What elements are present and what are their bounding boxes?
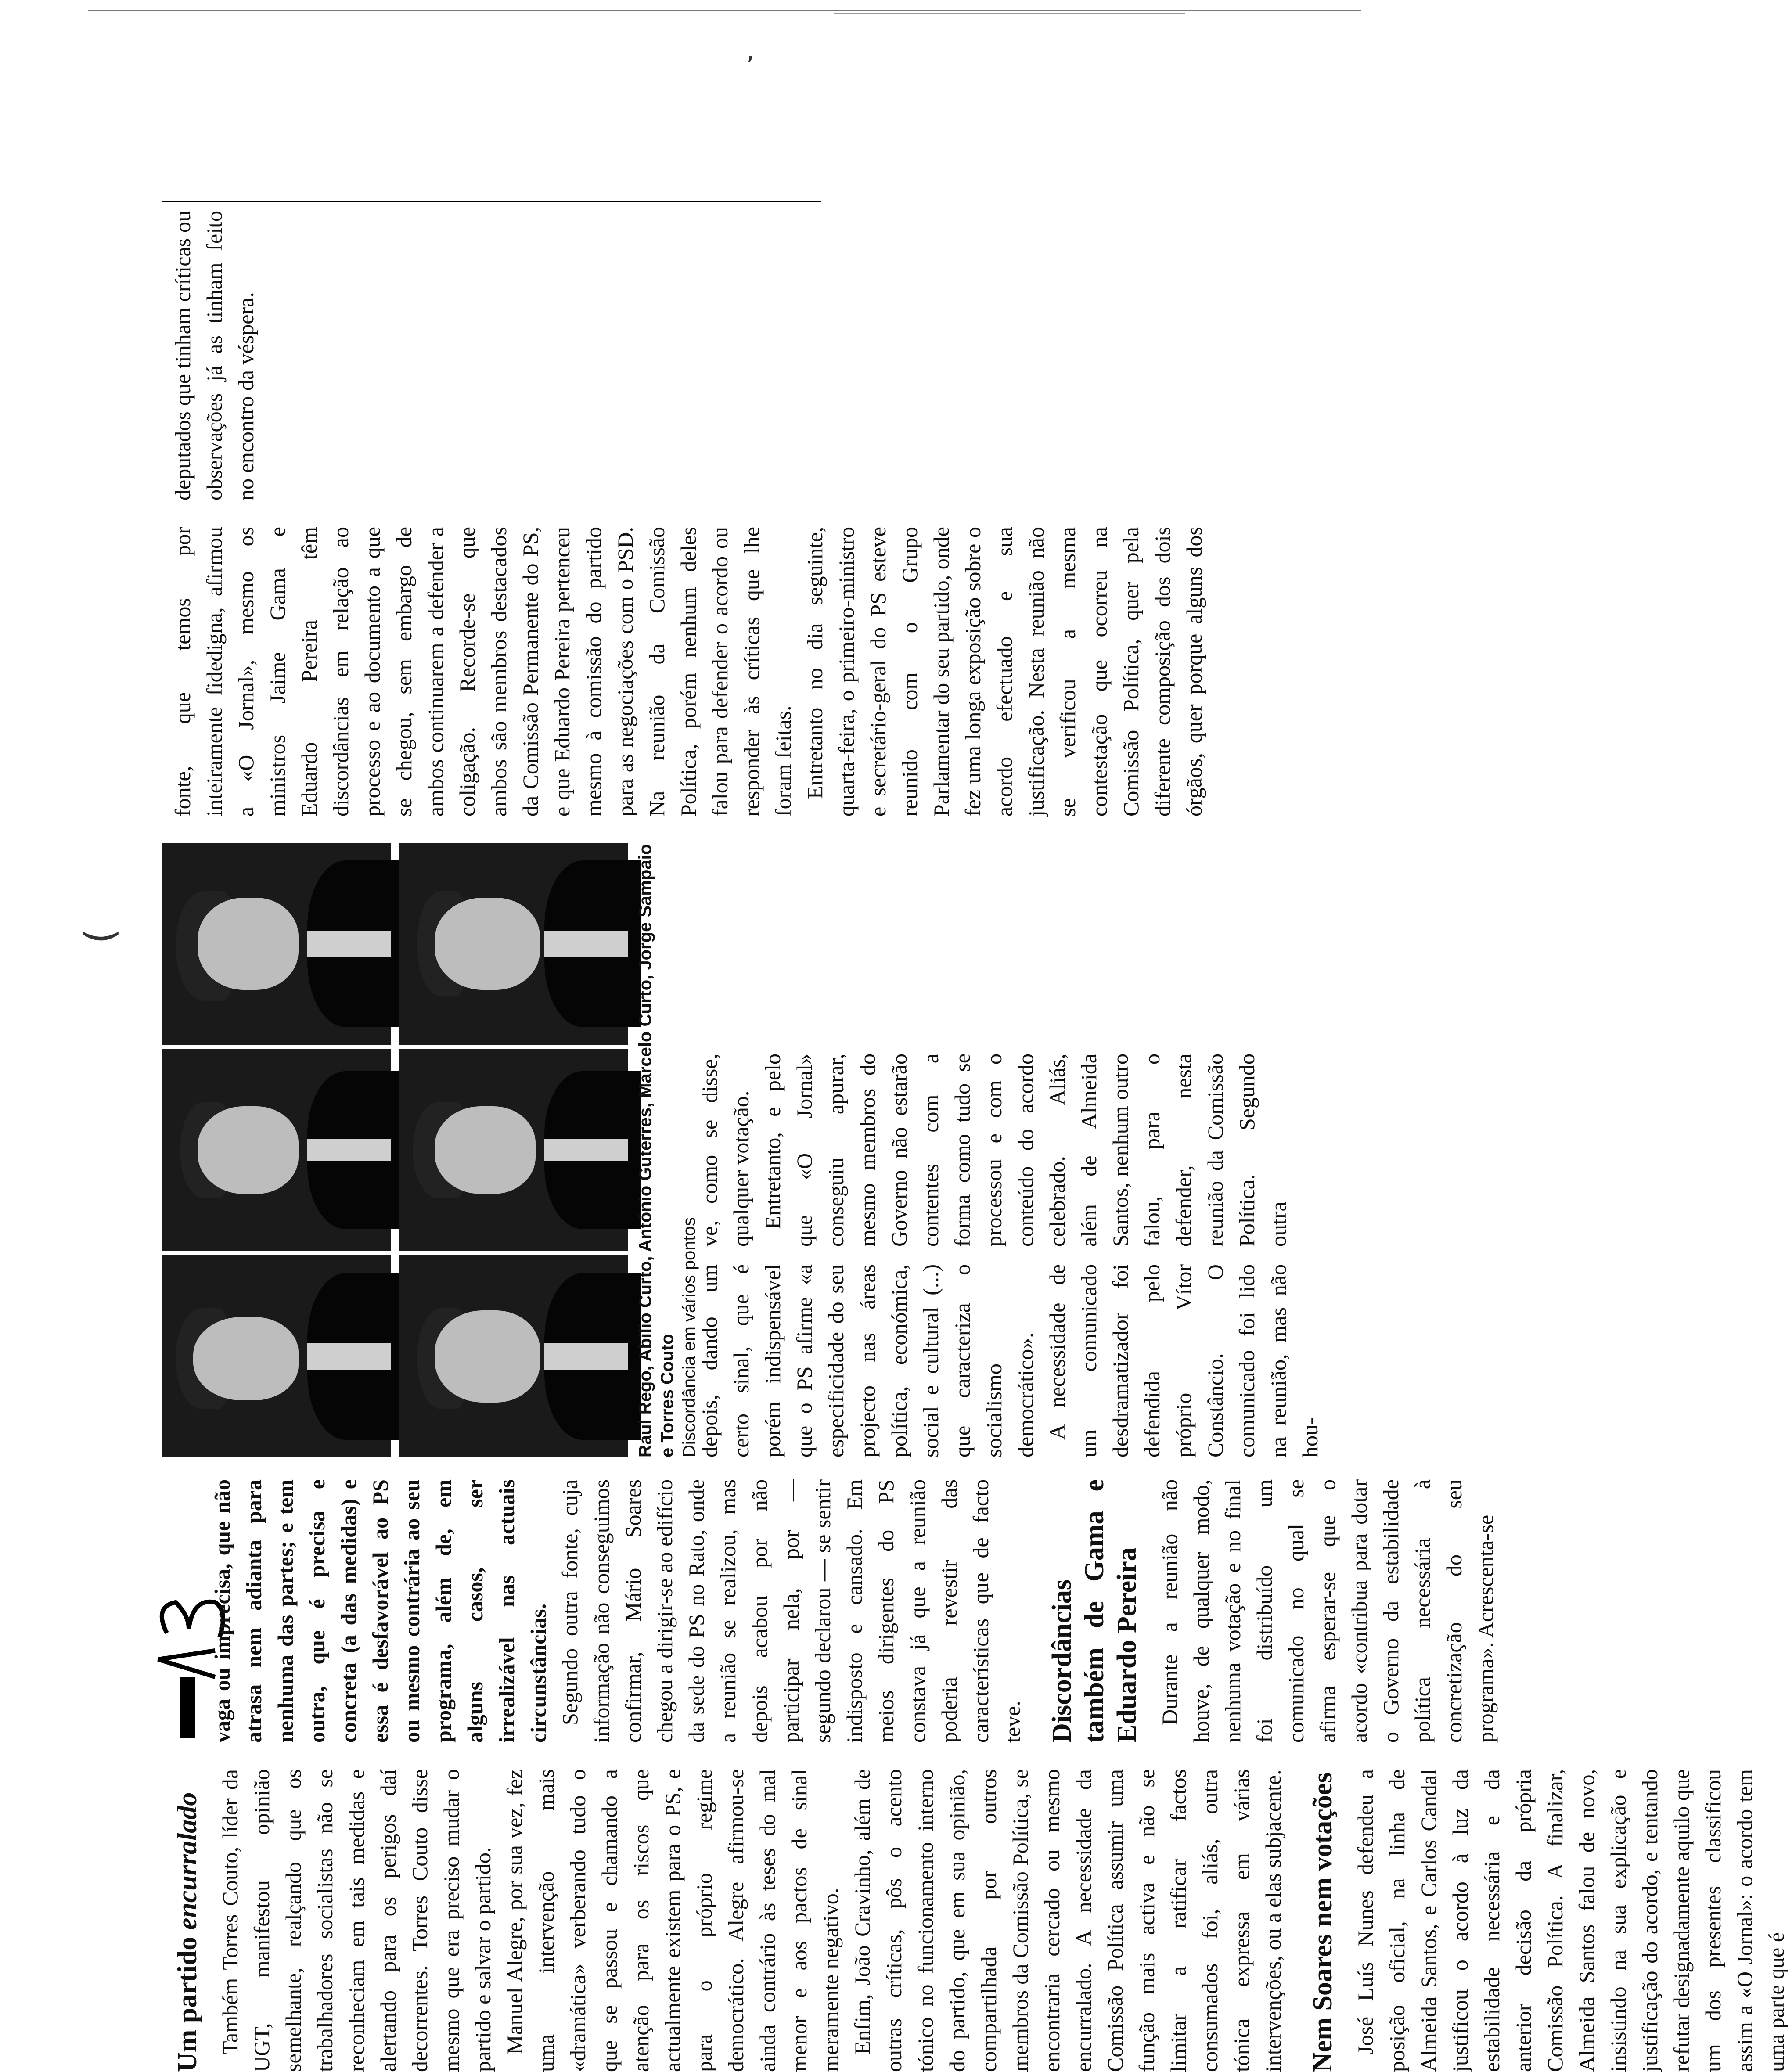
portrait-photo	[162, 1255, 391, 1457]
paragraph: fonte, que temos por inteiramente fidedigna, afirmou a «O Jornal», mesmo os ministros Jaime Gama e Eduardo Pereira têm discordâncias em relação ao processo e ao documento a que se chegou, sem embargo de ambos continuarem a defender a coligação. Recorde-se que ambos são membros destacados da Comissão Permanente do PS, e que Eduardo Pereira pertenceu mesmo à comissão do partido para as negociações com o PSD. Na reunião da Comissão Política, porém nenhum deles falou para defender o acordo ou responder às críticas que lhe foram feitas.	[170, 527, 795, 817]
section-title-encurralado	[171, 1769, 204, 2072]
article-column-4	[694, 1054, 1294, 1247]
scan-top-edge	[88, 10, 1361, 11]
photo-caption	[634, 843, 700, 1457]
portrait-photo	[162, 1049, 391, 1251]
section-title-discordancias: Discordâncias também de Gama e Eduardo Pereira	[1047, 1479, 1142, 1743]
scan-speck-top: ,	[746, 35, 755, 66]
section-title-italic: encurralado	[173, 1792, 202, 1930]
article-column-1	[154, 1769, 1792, 2072]
paragraph: Durante a reunião não houve, de qualquer modo, nenhuma votação e no final foi distribuído um comunicado no qual se afirma esperar-se que o acordo «contribua para dotar o Governo da estabilidade política necessária à concretização do seu programa». Acrescenta-se	[1157, 1479, 1498, 1743]
paragraph: ve, como se disse, qualquer votação.	[697, 1054, 753, 1247]
paragraph: Entretanto no dia seguinte, quarta-feira, o primeiro-ministro e secretário-geral do PS esteve reunido com o Grupo Parlamentar do seu partido, onde fez uma longa exposição sobre o acordo efectuado e sua justificação. Nesta reunião não se verificou a mesma contestação que ocorreu na Comissão Política, quer pela diferente composição dos dois órgãos, quer porque alguns dos deputados que tinham críticas ou observações já as tinham feito no encontro da véspera.	[170, 211, 1206, 817]
newspaper-article	[154, 110, 1788, 2072]
paragraph: Também Torres Couto, líder da UGT, manifestou opinião semelhante, realçando que os trabalhadores socialistas não se reconheciam em tais medidas e alertando para os perigos daí decorrentes. Torres Couto disse mesmo que era preciso mudar o partido e salvar o partido.	[218, 1769, 495, 2072]
column-rule	[162, 201, 821, 202]
photo-caption-names: Raul Rego, Abílio Curto, António Guterres, Marcelo Curto, Jorge Sampaio e Torres Couto	[636, 844, 677, 1457]
photo-caption-subtitle: Discordância em vários pontos	[680, 1217, 699, 1457]
paragraph: Enfim, João Cravinho, além de outras críticas, pôs o acento tónico no funcionamento interno do partido, que em sua opinião, compartilhada por outros membros da Comissão Política, se encontraria cercado ou mesmo encurralado. A necessidade da Comissão Política assumir uma função mais activa e não se limitar a ratificar factos consumados foi, aliás, outra tónica expressa em várias intervenções, ou a elas subjacente.	[850, 1769, 1285, 2072]
section-title-nem-soares: Nem Soares nem votações	[1308, 1772, 1338, 2072]
article-column-5	[167, 211, 1238, 817]
paragraph: A necessidade de um comunicado desdramatizador foi defendida pelo próprio Vítor Constâncio. O comunicado foi lido na reunião, mas não hou-	[1045, 1264, 1322, 1457]
portrait-photo	[399, 843, 628, 1045]
paragraph: Manuel Alegre, por sua vez, fez uma intervenção mais «dramática» verberando tudo o que se passou e chamando a atenção para os riscos que actualmente existem para o PS, e para o próprio regime democrático. Alegre afirmou-se ainda contrário às teses do mal menor e aos pactos de sinal meramente negativo.	[502, 1769, 843, 2072]
portrait-photo	[399, 1255, 628, 1457]
section-title-text: Um partido	[173, 1930, 202, 2072]
scan-speck-left: (	[77, 928, 123, 944]
paragraph: Entretanto, e pelo que «O Jornal» conseguiu apurar, mesmo membros do Governo não estarão contentes com a forma como tudo se processou e com o conteúdo do acordo celebrado. Aliás, além de Almeida Santos, nenhum outro falou, para o defender, nesta reunião da Comissão Política. Segundo outra	[760, 1054, 1291, 1247]
paragraph: depois, dando um certo sinal, que é porém indispensável que o PS afirme «a especificidade do seu projecto nas áreas política, económica, social e cultural (...) que caracteriza o socialismo democrático».	[697, 1264, 1038, 1457]
article-column-3	[694, 1264, 1326, 1457]
portrait-photo	[399, 1049, 628, 1251]
paragraph: José Luís Nunes defendeu a posição oficial, na linha de Almeida Santos, e Carlos Candal justificou o acordo à luz da estabilidade necessária e da anterior decisão da própria Comissão Política. A finalizar, Almeida Santos falou de novo, insistindo na sua explicação e justificação do acordo, e tentando refutar designadamente aquilo que um dos presentes classificou assim a «O Jornal»: o acordo tem uma parte que é	[1353, 1769, 1788, 2072]
paragraph: Segundo outra fonte, cuja informação não conseguimos confirmar, Mário Soares chegou a dirigir-se ao edifício da sede do PS no Rato, onde a reunião se realizou, mas depois acabou por não participar nela, por — segundo declarou — se sentir indisposto e cansado. Em meios dirigentes do PS constava já que a reunião poderia revestir das características que de facto teve.	[558, 1479, 1025, 1743]
portrait-photo	[162, 843, 391, 1045]
scan-top-edge-secondary	[834, 13, 1185, 14]
article-column-2	[206, 1479, 1501, 1743]
paragraph: vaga ou imprecisa, que não atrasa nem adianta para nenhuma das partes; e tem outra, que é precisa e concreta (a das medidas) e essa é desfavorável ao PS ou mesmo contrária ao seu programa, além de, em alguns casos, ser irrealizável nas actuais circunstâncias.	[210, 1479, 551, 1743]
